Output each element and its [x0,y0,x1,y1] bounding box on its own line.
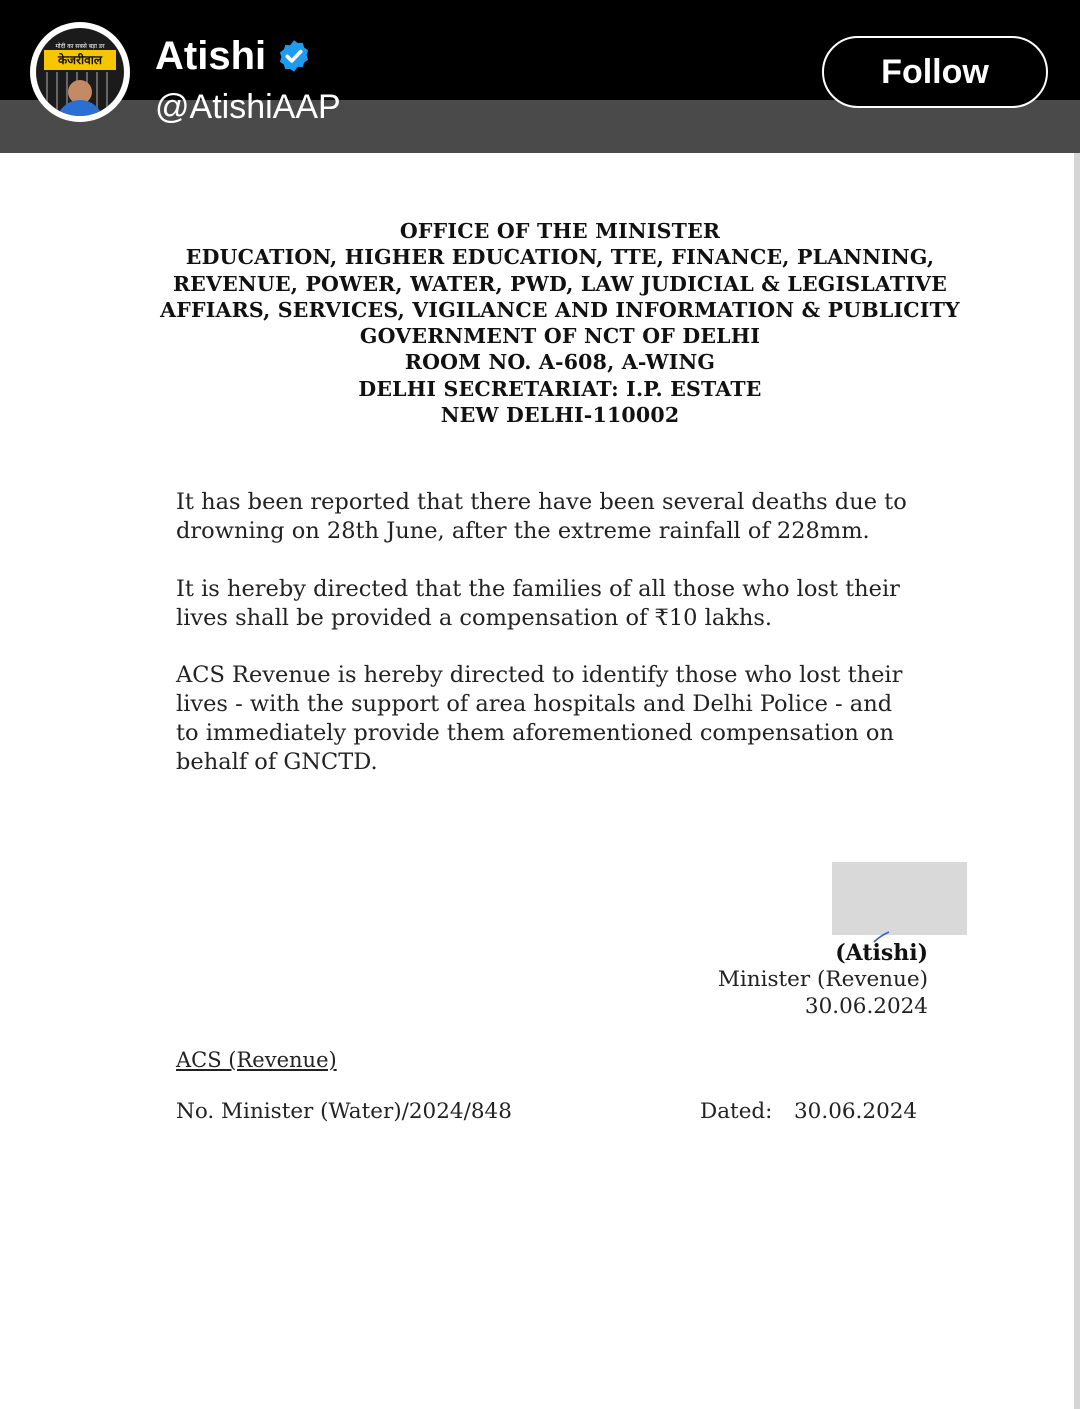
avatar[interactable] [30,22,130,122]
paragraph-acs-direction [176,661,936,777]
letterhead [60,218,1060,428]
paragraph-deaths-report [176,488,936,546]
letterhead-line: GOVERNMENT OF NCT OF DELHI [359,324,761,349]
follow-button[interactable]: Follow [822,36,1048,108]
avatar-top-text: मोदी का सबसे बड़ा डर [55,43,105,50]
paragraph-line: to immediately provide them aforementioned compensation on [176,720,894,746]
signature-redaction [832,862,967,935]
signatory-title: Minister (Revenue) [717,967,928,992]
verified-badge-icon [276,38,312,74]
addressee: ACS (Revenue) [176,1048,337,1072]
dated-label: Dated: [700,1099,773,1124]
letterhead-line: DELHI SECRETARIAT: I.P. ESTATE [358,376,762,401]
paragraph-line: ACS Revenue is hereby directed to identify those who lost their [176,662,903,688]
letterhead-line: AFFIARS, SERVICES, VIGILANCE AND INFORMATION & PUBLICITY [160,297,960,322]
avatar-image [36,28,124,116]
paragraph-line: drowning on 28th June, after the extreme rainfall of 228mm. [176,518,870,544]
paragraph-line: lives shall be provided a compensation of ₹10 lakhs. [176,605,773,631]
paragraph-line: lives - with the support of area hospitals and Delhi Police - and [176,691,893,717]
paragraph-line: It is hereby directed that the families of all those who lost their [176,576,900,602]
paragraph-compensation [176,575,936,633]
avatar-banner-text: केजरीवाल [44,50,116,70]
signatory-name: (Atishi) [835,940,928,966]
paragraph-line: It has been reported that there have been several deaths due to [176,489,907,515]
reference-number: No. Minister (Water)/2024/848 [176,1099,512,1124]
dated-value: 30.06.2024 [794,1099,918,1124]
letterhead-line: REVENUE, POWER, WATER, PWD, LAW JUDICIAL & LEGISLATIVE [172,271,948,296]
paragraph-line: behalf of GNCTD. [176,749,378,775]
user-handle[interactable]: @AtishiAAP [155,88,341,126]
letterhead-line: ROOM NO. A-608, A-WING [404,350,716,375]
display-name-row[interactable] [155,30,312,82]
scroll-edge [1074,153,1080,1409]
display-name[interactable]: Atishi [155,34,267,78]
letterhead-line: NEW DELHI-110002 [440,403,680,428]
signatory-date: 30.06.2024 [804,994,928,1019]
letterhead-line: EDUCATION, HIGHER EDUCATION, TTE, FINANCE, PLANNING, [185,245,935,270]
letterhead-line: OFFICE OF THE MINISTER [399,219,721,243]
